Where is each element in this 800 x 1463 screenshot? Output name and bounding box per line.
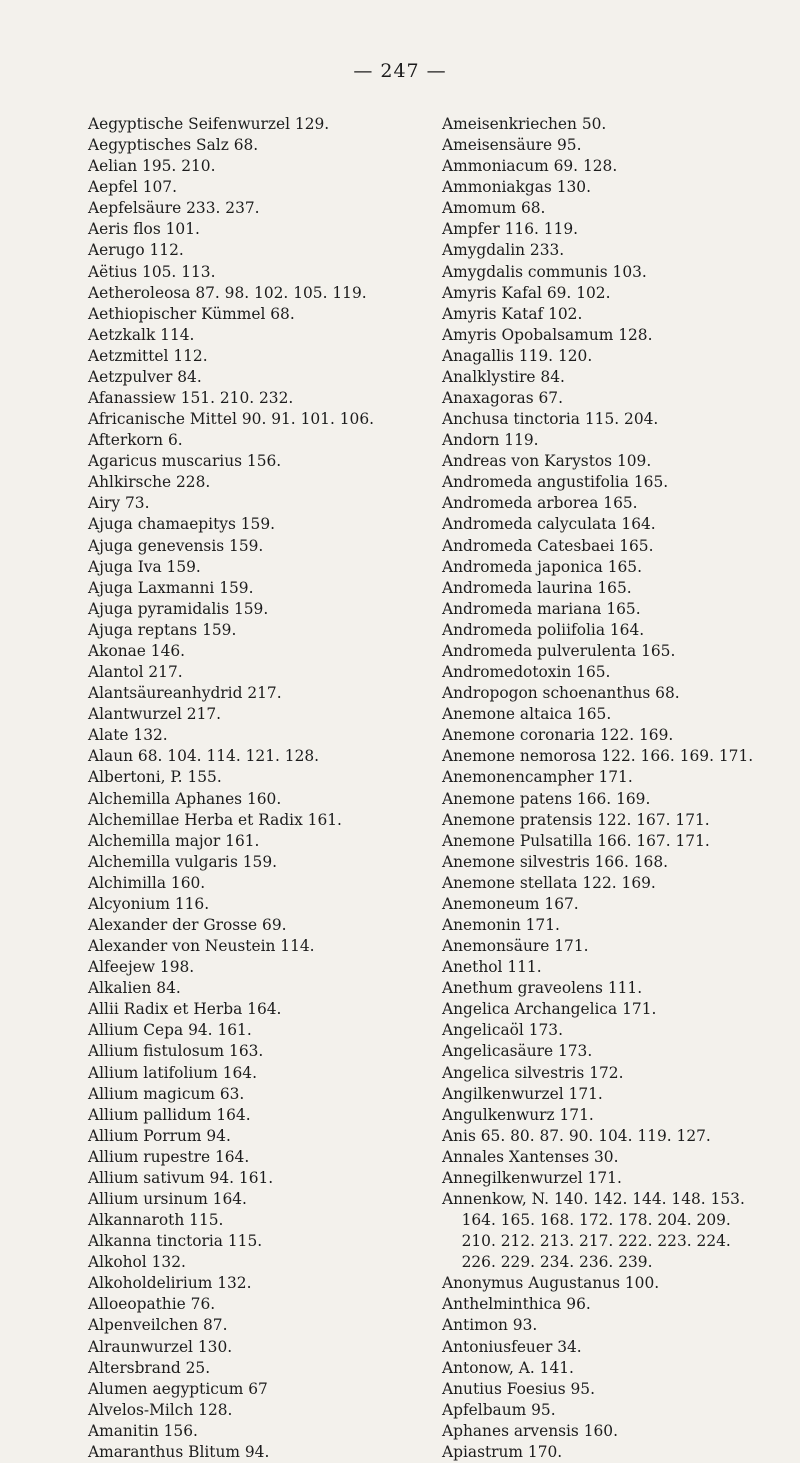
index-entry: Antoniusfeuer 34.	[442, 1337, 582, 1356]
index-entry: Allium latifolium 164.	[88, 1063, 257, 1082]
index-entry: Andromeda pulverulenta 165.	[442, 641, 676, 660]
index-entry: Aelian 195. 210.	[88, 157, 216, 176]
index-entry: Analklystire 84.	[442, 367, 565, 386]
index-entry: Andreas von Karystos 109.	[442, 452, 652, 471]
index-entry: Alchimilla 160.	[88, 873, 206, 892]
index-entry: Ajuga genevensis 159.	[88, 536, 264, 555]
index-entry: Alraunwurzel 130.	[88, 1337, 233, 1356]
index-entry: Allium sativum 94. 161.	[88, 1168, 274, 1187]
index-entry: Annenkow, N. 140. 142. 144. 148. 153.	[442, 1189, 745, 1208]
index-entry: Ajuga chamaepitys 159.	[88, 515, 276, 534]
index-entry: Allium fistulosum 163.	[88, 1042, 264, 1061]
index-entry: Afterkorn 6.	[88, 431, 183, 450]
index-entry: Annales Xantenses 30.	[442, 1147, 619, 1166]
index-entry: Akonae 146.	[88, 641, 186, 660]
index-entry: Anagallis 119. 120.	[442, 346, 593, 365]
index-entry: Anemone stellata 122. 169.	[442, 873, 656, 892]
index-entry: Allium Cepa 94. 161.	[88, 1021, 252, 1040]
index-entry: Angulkenwurz 171.	[442, 1105, 594, 1124]
index-entry: Allium ursinum 164.	[88, 1189, 247, 1208]
index-entry: Aetzpulver 84.	[88, 367, 202, 386]
index-entry: Aerugo 112.	[88, 241, 184, 260]
index-entry: Allium Porrum 94.	[88, 1126, 231, 1145]
index-entry: Alexander der Grosse 69.	[88, 915, 287, 934]
index-entry: Africanische Mittel 90. 91. 101. 106.	[88, 410, 375, 429]
index-entry: Amygdalis communis 103.	[442, 262, 647, 281]
index-entry: Andromedotoxin 165.	[442, 663, 611, 682]
index-entry: Amyris Kafal 69. 102.	[442, 283, 611, 302]
index-entry: Amanitin 156.	[88, 1421, 198, 1440]
index-entry: Anaxagoras 67.	[442, 389, 563, 408]
index-entry: Andromeda poliifolia 164.	[442, 620, 645, 639]
index-entry: Aethiopischer Kümmel 68.	[88, 304, 295, 323]
index-entry: Allium pallidum 164.	[88, 1105, 251, 1124]
index-entry: Ammoniakgas 130.	[442, 178, 591, 197]
index-entry: Amyris Kataf 102.	[442, 304, 583, 323]
index-entry: Allium magicum 63.	[88, 1084, 245, 1103]
index-entry: Alate 132.	[88, 726, 168, 745]
index-entry: 210. 212. 213. 217. 222. 223. 224.	[442, 1232, 731, 1251]
index-entry: Anutius Foesius 95.	[442, 1379, 595, 1398]
index-entry: Alkalien 84.	[88, 979, 181, 998]
index-entry: Antonow, A. 141.	[442, 1358, 574, 1377]
index-entry: Alchemillae Herba et Radix 161.	[88, 810, 342, 829]
index-entry: 226. 229. 234. 236. 239.	[442, 1253, 653, 1272]
index-entry: Angelica Archangelica 171.	[442, 1000, 657, 1019]
index-entry: Alaun 68. 104. 114. 121. 128.	[88, 747, 320, 766]
index-entry: Ajuga pyramidalis 159.	[88, 599, 269, 618]
index-entry: Aeris flos 101.	[88, 220, 200, 239]
index-entry: Amygdalin 233.	[442, 241, 565, 260]
index-entry: Anemone Pulsatilla 166. 167. 171.	[442, 831, 710, 850]
index-entry: Andorn 119.	[442, 431, 539, 450]
index-entry: Aetzkalk 114.	[88, 325, 195, 344]
index-entry: Andromeda arborea 165.	[442, 494, 638, 513]
index-entry: Anemoneum 167.	[442, 894, 579, 913]
index-entry: Aëtius 105. 113.	[88, 262, 216, 281]
index-entry: Andromeda mariana 165.	[442, 599, 641, 618]
index-entry: Alchemilla vulgaris 159.	[88, 852, 278, 871]
index-entry: Alchemilla Aphanes 160.	[88, 789, 282, 808]
index-entry: Amyris Opobalsamum 128.	[442, 325, 653, 344]
index-entry: Ampfer 116. 119.	[442, 220, 579, 239]
index-entry: Amaranthus Blitum 94.	[88, 1442, 270, 1461]
index-entry: Ammoniacum 69. 128.	[442, 157, 618, 176]
index-column-right	[442, 114, 792, 1463]
index-entry: Alchemilla major 161.	[88, 831, 260, 850]
index-entry: Anchusa tinctoria 115. 204.	[442, 410, 659, 429]
index-entry: Aetheroleosa 87. 98. 102. 105. 119.	[88, 283, 367, 302]
index-entry: Ajuga Laxmanni 159.	[88, 578, 254, 597]
index-entry: Anethol 111.	[442, 958, 542, 977]
index-entry: Amomum 68.	[442, 199, 546, 218]
index-entry: Anthelminthica 96.	[442, 1295, 591, 1314]
index-entry: 164. 165. 168. 172. 178. 204. 209.	[442, 1211, 731, 1230]
index-entry: Alfeejew 198.	[88, 958, 195, 977]
index-entry: Alantol 217.	[88, 663, 183, 682]
index-entry: Aphanes arvensis 160.	[442, 1421, 618, 1440]
index-entry: Anonymus Augustanus 100.	[442, 1274, 660, 1293]
index-entry: Apiastrum 170.	[442, 1442, 563, 1461]
index-entry: Antimon 93.	[442, 1316, 538, 1335]
index-entry: Alkannaroth 115.	[88, 1211, 224, 1230]
index-entry: Anemone silvestris 166. 168.	[442, 852, 669, 871]
index-entry: Airy 73.	[88, 494, 150, 513]
index-entry: Alexander von Neustein 114.	[88, 937, 315, 956]
index-entry: Angelicasäure 173.	[442, 1042, 593, 1061]
index-entry: Anemone pratensis 122. 167. 171.	[442, 810, 710, 829]
index-entry: Ajuga Iva 159.	[88, 557, 201, 576]
index-entry: Aepfelsäure 233. 237.	[88, 199, 260, 218]
index-entry: Andromeda angustifolia 165.	[442, 473, 669, 492]
index-entry: Ameisenkriechen 50.	[442, 115, 607, 133]
index-entry: Angelica silvestris 172.	[442, 1063, 624, 1082]
index-entry: Alantsäureanhydrid 217.	[88, 684, 282, 703]
index-entry: Allii Radix et Herba 164.	[88, 1000, 282, 1019]
index-entry: Angelicaöl 173.	[442, 1021, 563, 1040]
index-entry: Anemonencampher 171.	[442, 768, 633, 787]
index-entry: Andromeda laurina 165.	[442, 578, 632, 597]
index-entry: Ameisensäure 95.	[442, 136, 582, 155]
index-entry: Alpenveilchen 87.	[88, 1316, 228, 1335]
index-entry: Albertoni, P. 155.	[88, 768, 222, 787]
index-entry: Aetzmittel 112.	[88, 346, 208, 365]
index-entry: Ahlkirsche 228.	[88, 473, 211, 492]
index-entry: Annegilkenwurzel 171.	[442, 1168, 622, 1187]
index-entry: Andromeda Catesbaei 165.	[442, 536, 654, 555]
index-entry: Alkohol 132.	[88, 1253, 186, 1272]
index-entry: Anemone nemorosa 122. 166. 169. 171.	[442, 747, 754, 766]
index-entry: Agaricus muscarius 156.	[88, 452, 282, 471]
index-entry: Alumen aegypticum 67	[88, 1379, 268, 1398]
index-entry: Alkoholdelirium 132.	[88, 1274, 252, 1293]
index-entry: Altersbrand 25.	[88, 1358, 211, 1377]
index-entry: Angilkenwurzel 171.	[442, 1084, 603, 1103]
index-entry: Ajuga reptans 159.	[88, 620, 237, 639]
index-entry: Anemone altaica 165.	[442, 705, 612, 724]
index-entry: Anis 65. 80. 87. 90. 104. 119. 127.	[442, 1126, 711, 1145]
index-entry: Allium rupestre 164.	[88, 1147, 250, 1166]
index-entry: Afanassiew 151. 210. 232.	[88, 389, 294, 408]
index-entry: Aegyptisches Salz 68.	[88, 136, 259, 155]
index-entry: Alantwurzel 217.	[88, 705, 222, 724]
index-entry: Aepfel 107.	[88, 178, 177, 197]
index-entry: Andromeda japonica 165.	[442, 557, 642, 576]
index-entry: Andromeda calyculata 164.	[442, 515, 656, 534]
index-column-left	[88, 114, 428, 1463]
index-entry: Alvelos-Milch 128.	[88, 1400, 233, 1419]
page-number: — 247 —	[353, 60, 447, 82]
index-entry: Aegyptische Seifenwurzel 129.	[88, 115, 330, 133]
index-entry: Apfelbaum 95.	[442, 1400, 556, 1419]
index-entry: Anemone coronaria 122. 169.	[442, 726, 674, 745]
index-entry: Andropogon schoenanthus 68.	[442, 684, 680, 703]
index-entry: Anemonsäure 171.	[442, 937, 589, 956]
index-entry: Alloeopathie 76.	[88, 1295, 216, 1314]
index-entry: Alcyonium 116.	[88, 894, 210, 913]
index-entry: Anemonin 171.	[442, 915, 560, 934]
index-entry: Alkanna tinctoria 115.	[88, 1232, 263, 1251]
index-entry: Anemone patens 166. 169.	[442, 789, 651, 808]
index-entry: Anethum graveolens 111.	[442, 979, 643, 998]
